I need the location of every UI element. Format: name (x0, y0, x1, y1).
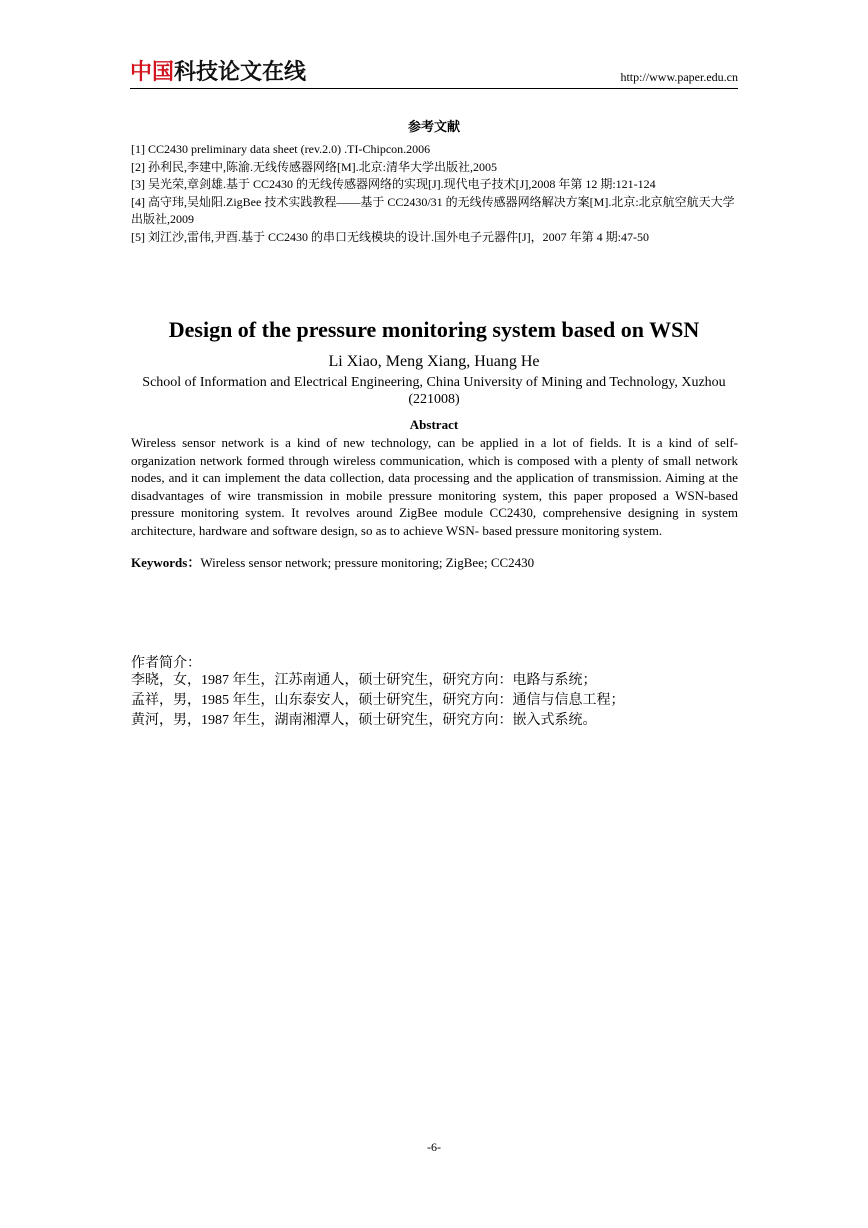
keywords-line (131, 552, 738, 571)
reference-item: [4] 高守玮,吴灿阳.ZigBee 技术实践教程——基于 CC2430/31 的无线传感器网络解决方案[M].北京:北京航空航天大学出版社,2009 (131, 194, 735, 226)
page-header (130, 60, 738, 89)
keywords-text: Wireless sensor network; pressure monitoring; ZigBee; CC2430 (200, 555, 535, 570)
page-number: -6- (427, 1140, 441, 1154)
reference-item: [5] 刘江沙,雷伟,尹酉.基于 CC2430 的串口无线模块的设计.国外电子元器件[J]，2007 年第 4 期:47-50 (131, 229, 649, 244)
reference-item: [2] 孙利民,李建中,陈渝.无线传感器网络[M].北京:清华大学出版社,2005 (131, 159, 497, 174)
author-bio-title: 作者简介： (131, 656, 201, 671)
paper-title: Design of the pressure monitoring system based on WSN (168, 317, 700, 342)
author-bio-list (131, 671, 625, 731)
logo-text-dark: 科技论文在线 (174, 60, 307, 85)
reference-item: [3] 吴光荣,章剑雄.基于 CC2430 的无线传感器网络的实现[J].现代电子技术[J],2008 年第 12 期:121-124 (131, 177, 656, 191)
abstract-text: Wireless sensor network is a kind of new technology, can be applied in a lot of fields. It is a kind of self-organization network formed through wireless communication, which is composed with a plenty of small network nodes, and it can implement the data collection, data processing and the application of transmission. Aiming at the disadvantages of wire transmission in mobile pressure monitoring system, this paper proposed a WSN-based pressure monitoring system. It revolves around ZigBee module CC2430, comprehensive designing in system architecture, hardware and software design, so as to achieve WSN- based pressure monitoring system. (131, 435, 738, 538)
references-list (131, 141, 738, 246)
references-title: 参考文献 (407, 120, 460, 135)
author-bio-line: 黄河，男，1987 年生，湖南湘潭人，硕士研究生，研究方向：嵌入式系统。 (131, 713, 597, 728)
abstract-title: Abstract (409, 417, 459, 432)
site-logo[interactable] (130, 60, 306, 86)
header-url[interactable]: http://www.paper.edu.cn (620, 70, 738, 84)
paper-authors: Li Xiao, Meng Xiang, Huang He (328, 353, 540, 370)
paper-affiliation: School of Information and Electrical Engineering, China University of Mining and Technology, Xuzhou (221008) (142, 375, 726, 407)
logo-text-red: 中国 (130, 60, 175, 85)
author-bio-line: 李晓，女，1987 年生，江苏南通人，硕士研究生，研究方向：电路与系统； (131, 673, 597, 688)
reference-item: [1] CC2430 preliminary data sheet (rev.2.0) .TI-Chipcon.2006 (131, 142, 431, 156)
keywords-label: Keywords： (131, 555, 201, 570)
author-bio-line: 孟祥，男，1985 年生，山东泰安人，硕士研究生，研究方向：通信与信息工程； (131, 693, 625, 708)
